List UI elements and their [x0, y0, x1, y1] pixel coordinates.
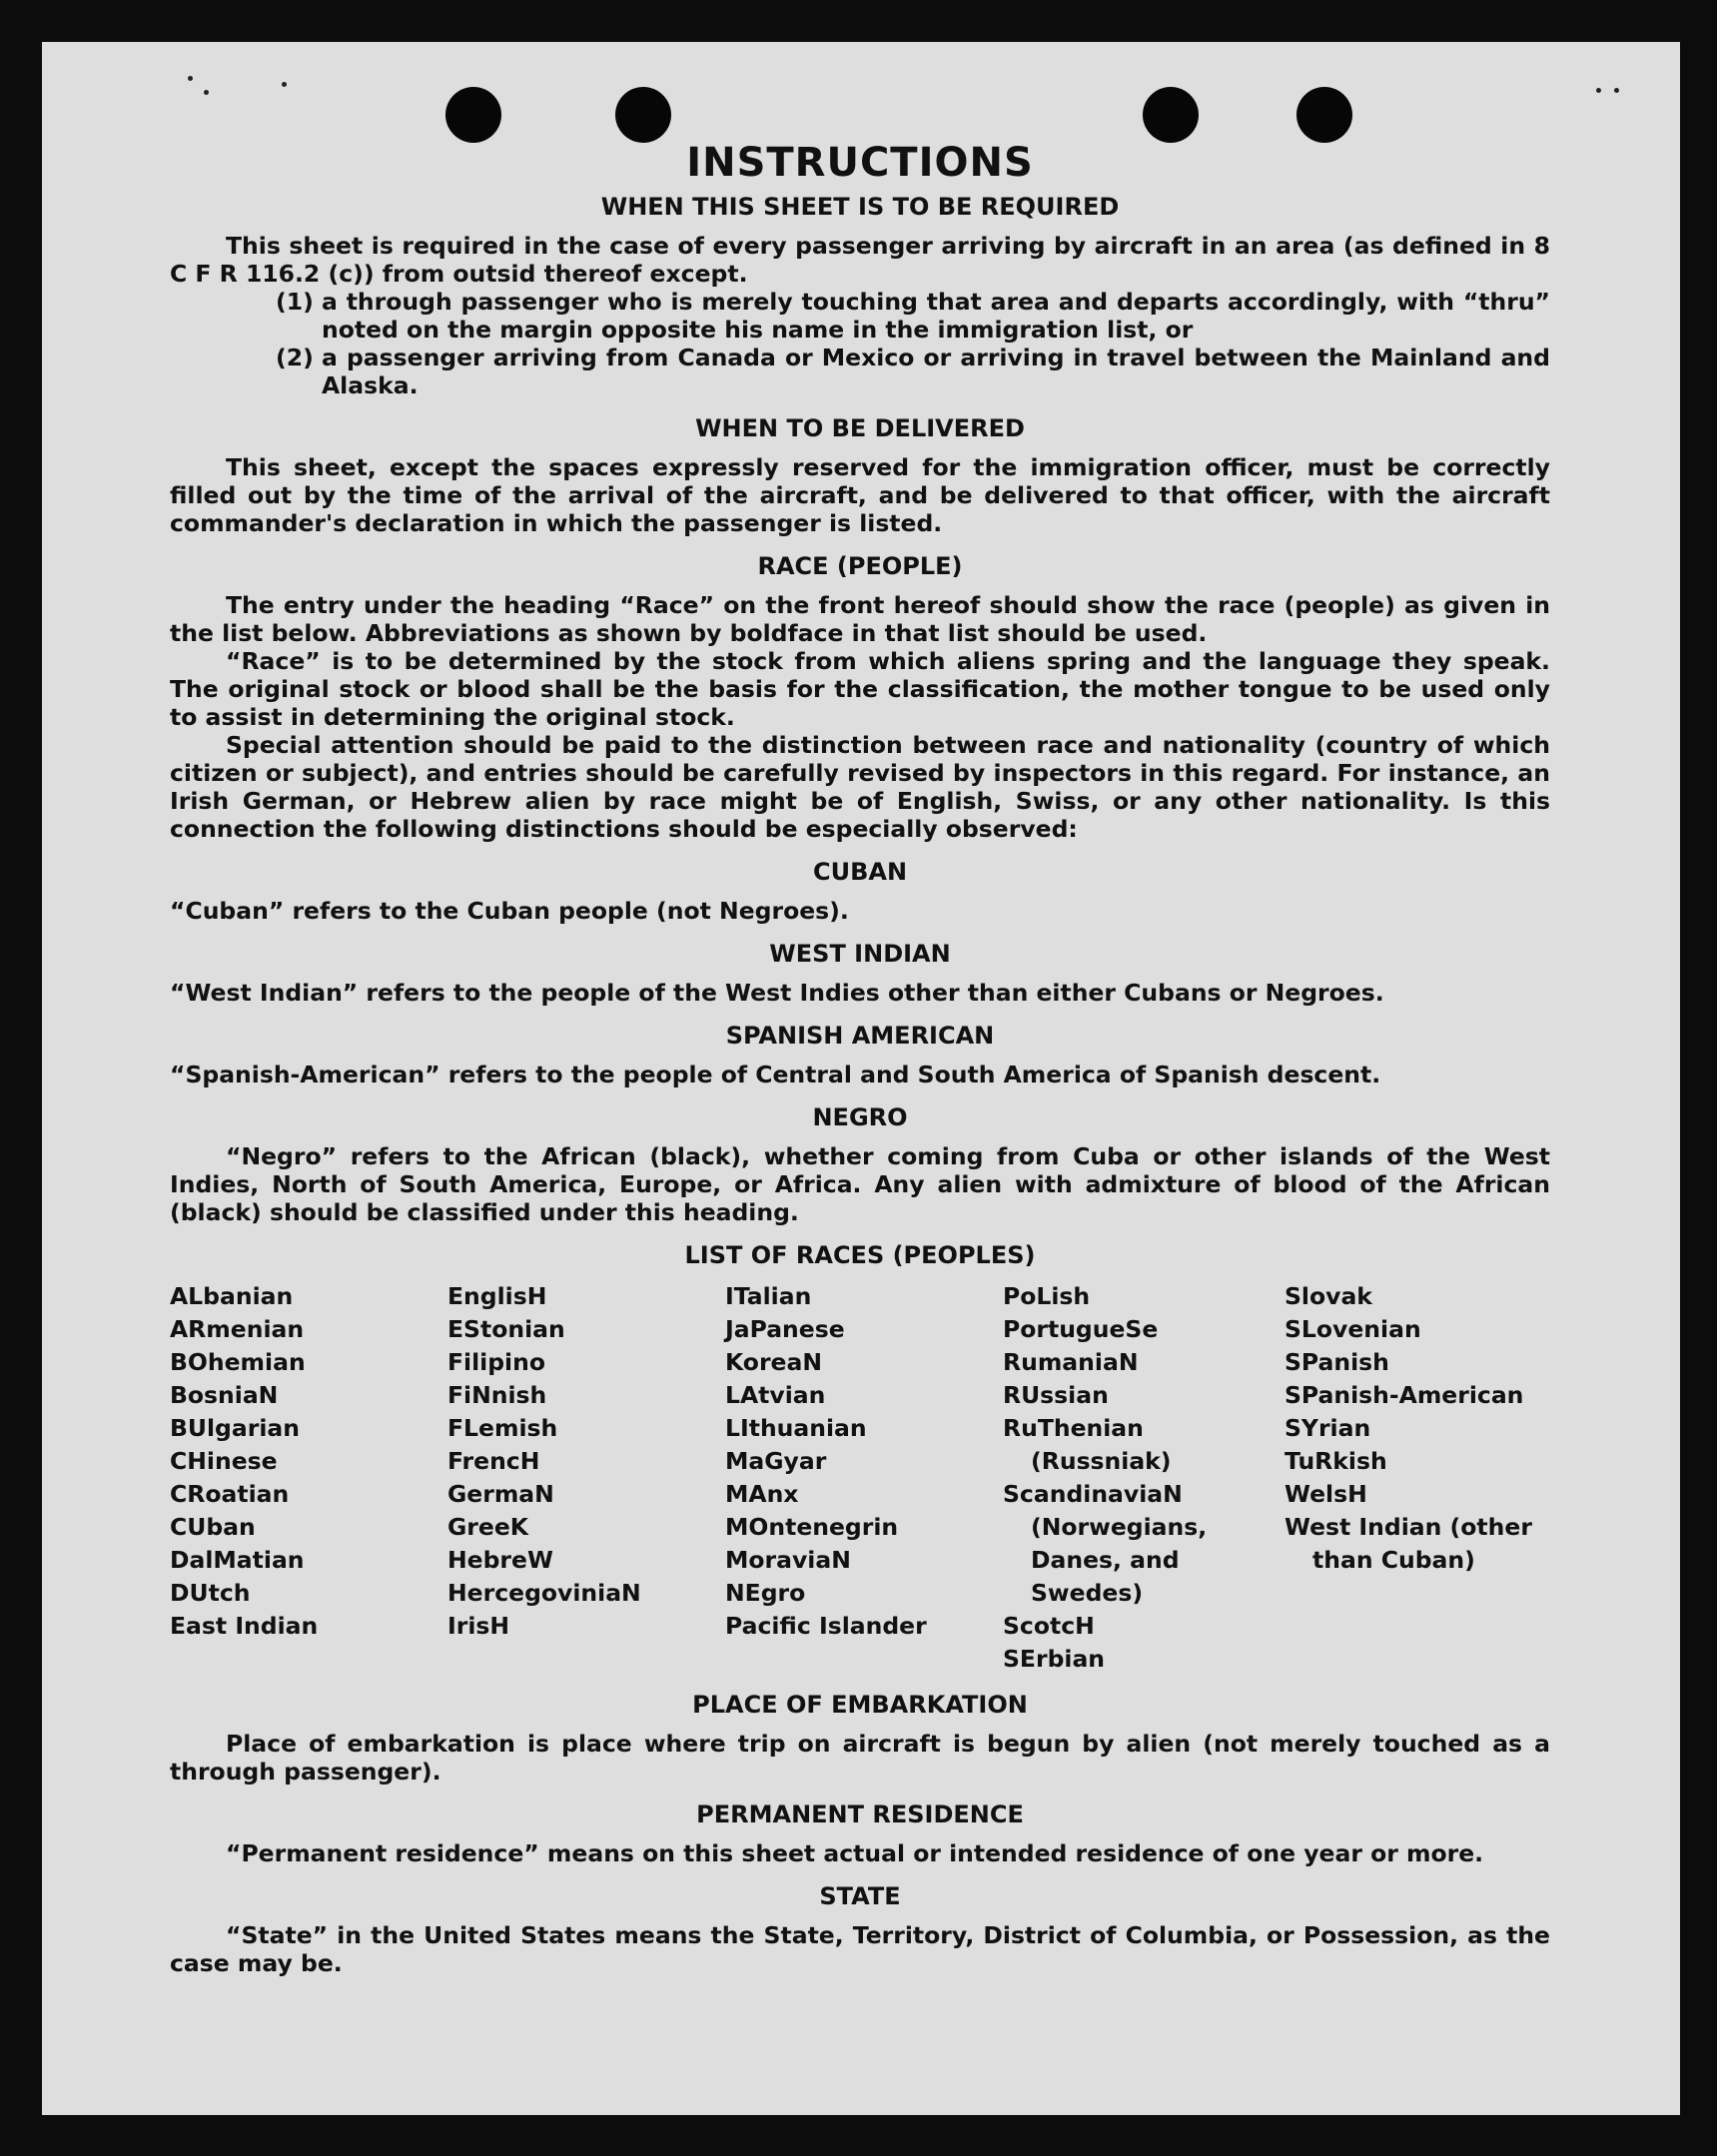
race-entry: CHinese — [170, 1447, 278, 1475]
race-entry: SYrian — [1285, 1414, 1371, 1442]
race-entry: PortugueSe — [1003, 1315, 1159, 1343]
race-paragraph-1: The entry under the heading “Race” on the front hereof should show the race (people) as given in the list below. Abbreviations as shown by boldface in that list should be used. — [170, 591, 1550, 647]
punch-hole — [1296, 87, 1352, 143]
race-entry: BosniaN — [170, 1381, 279, 1409]
race-entry: SPanish — [1285, 1348, 1389, 1376]
races-column — [1285, 1280, 1550, 1676]
race-entry: BOhemian — [170, 1348, 306, 1376]
heading-state: STATE — [819, 1882, 901, 1910]
race-entry: BUlgarian — [170, 1414, 300, 1442]
race-entry: Slovak — [1285, 1282, 1372, 1310]
heading-when-delivered: WHEN TO BE DELIVERED — [695, 414, 1025, 442]
race-entry: CUban — [170, 1513, 256, 1541]
races-column — [170, 1280, 447, 1676]
speck — [282, 82, 287, 87]
race-entry: ITalian — [725, 1282, 812, 1310]
race-entry: MAnx — [725, 1480, 799, 1508]
heading-list-of-races: LIST OF RACES (PEOPLES) — [684, 1241, 1036, 1269]
race-entry: CRoatian — [170, 1480, 290, 1508]
race-entry: GreeK — [447, 1513, 528, 1541]
race-entry: FLemish — [447, 1414, 558, 1442]
race-entry: RUssian — [1003, 1381, 1109, 1409]
race-entry: MOntenegrin — [725, 1513, 899, 1541]
race-entry: WelsH — [1285, 1480, 1367, 1508]
negro-text: “Negro” refers to the African (black), whether coming from Cuba or other islands of the West Indies, North of South America, Europe, or Africa. Any alien with admixture of blood of the African (black) should be classified under this heading. — [170, 1142, 1550, 1226]
heading-when-required: WHEN THIS SHEET IS TO BE REQUIRED — [600, 193, 1120, 221]
item-number: (1) — [276, 288, 314, 316]
races-table — [170, 1280, 1550, 1676]
heading-cuban: CUBAN — [812, 858, 908, 886]
race-entry: GermaN — [447, 1480, 554, 1508]
race-entry: RumaniaN — [1003, 1348, 1139, 1376]
race-paragraph-3: Special attention should be paid to the distinction between race and nationality (country of which citizen or subject), and entries should be carefully revised by inspectors in this regard. For instance, an Irish German, or Hebrew alien by race might be of English, Swiss, or any other nationality. Is this connection the following distinctions should be especially observed: — [170, 731, 1550, 843]
race-entry: MoraviaN — [725, 1546, 851, 1574]
race-entry: EStonian — [447, 1315, 565, 1343]
when-delivered-text: This sheet, except the spaces expressly reserved for the immigration officer, must be correctly filled out by the time of the arrival of the aircraft, and be delivered to that officer, with the aircraft commander's declaration in which the passenger is listed. — [170, 453, 1550, 537]
race-entry: SLovenian — [1285, 1315, 1421, 1343]
heading-embarkation: PLACE OF EMBARKATION — [692, 1691, 1028, 1719]
heading-spanish-american: SPANISH AMERICAN — [725, 1022, 995, 1050]
race-entry: RuThenian (Russniak) — [1003, 1414, 1172, 1475]
race-entry: East Indian — [170, 1612, 319, 1640]
race-entry: IrisH — [447, 1612, 510, 1640]
race-entry: ScandinaviaN (Norwegians, Danes, and Swedes) — [1003, 1480, 1208, 1607]
speck — [1614, 88, 1619, 93]
race-entry: PoLish — [1003, 1282, 1091, 1310]
document-sheet — [42, 42, 1680, 2115]
race-entry: NEgro — [725, 1579, 806, 1607]
race-entry: JaPanese — [725, 1315, 845, 1343]
race-entry: KoreaN — [725, 1348, 822, 1376]
races-column — [725, 1280, 1003, 1676]
west-indian-text: “West Indian” refers to the people of the West Indies other than either Cubans or Negroes. — [170, 979, 1384, 1007]
heading-west-indian: WEST INDIAN — [769, 940, 951, 968]
speck — [1596, 88, 1601, 93]
race-entry: HebreW — [447, 1546, 553, 1574]
punch-hole — [1143, 87, 1199, 143]
race-entry: EnglisH — [447, 1282, 547, 1310]
state-text: “State” in the United States means the State, Territory, District of Columbia, or Possession, as the case may be. — [170, 1921, 1550, 1977]
race-entry: DalMatian — [170, 1546, 305, 1574]
item-text: a through passenger who is merely touching that area and departs accordingly, with “thru” noted on the margin opposite his name in the immigration list, or — [322, 288, 1550, 344]
race-entry: Filipino — [447, 1348, 545, 1376]
heading-race: RACE (PEOPLE) — [757, 552, 963, 580]
embarkation-text: Place of embarkation is place where trip on aircraft is begun by alien (not merely touched as a through passenger). — [170, 1730, 1550, 1786]
race-entry: TuRkish — [1285, 1447, 1387, 1475]
race-entry: ARmenian — [170, 1315, 305, 1343]
race-entry: LAtvian — [725, 1381, 826, 1409]
race-entry: SPanish-American — [1285, 1381, 1524, 1409]
heading-residence: PERMANENT RESIDENCE — [696, 1800, 1024, 1828]
instructions-content — [170, 138, 1550, 1977]
exception-item — [276, 344, 1550, 399]
item-number: (2) — [276, 344, 314, 371]
races-column — [1003, 1280, 1285, 1676]
race-entry: Pacific Islander — [725, 1612, 927, 1640]
speck — [204, 90, 209, 95]
race-entry: West Indian (other than Cuban) — [1285, 1513, 1532, 1574]
race-entry: MaGyar — [725, 1447, 827, 1475]
race-entry: ScotcH — [1003, 1612, 1095, 1640]
when-required-intro: This sheet is required in the case of every passenger arriving by aircraft in an area (as defined in 8 C F R 116.2 (c)) from outsid thereof except. — [170, 232, 1550, 288]
punch-hole — [445, 87, 501, 143]
heading-negro: NEGRO — [812, 1103, 908, 1131]
item-text: a passenger arriving from Canada or Mexico or arriving in travel between the Mainland and Alaska. — [322, 344, 1550, 399]
race-entry: FrencH — [447, 1447, 540, 1475]
race-paragraph-2: “Race” is to be determined by the stock from which aliens spring and the language they speak. The original stock or blood shall be the basis for the classification, the mother tongue to be used only to assist in determining the original stock. — [170, 647, 1550, 731]
race-entry: DUtch — [170, 1579, 251, 1607]
speck — [188, 76, 193, 81]
race-entry: HercegoviniaN — [447, 1579, 641, 1607]
spanish-american-text: “Spanish-American” refers to the people of Central and South America of Spanish descent. — [170, 1061, 1381, 1088]
cuban-text: “Cuban” refers to the Cuban people (not Negroes). — [170, 897, 849, 925]
page-title: INSTRUCTIONS — [686, 140, 1034, 186]
race-entry: SErbian — [1003, 1645, 1106, 1673]
punch-hole — [615, 87, 671, 143]
residence-text: “Permanent residence” means on this sheet actual or intended residence of one year or more. — [226, 1839, 1484, 1867]
race-entry: FiNnish — [447, 1381, 547, 1409]
race-entry: ALbanian — [170, 1282, 294, 1310]
exception-item — [276, 288, 1550, 344]
races-column — [447, 1280, 725, 1676]
race-entry: LIthuanian — [725, 1414, 867, 1442]
